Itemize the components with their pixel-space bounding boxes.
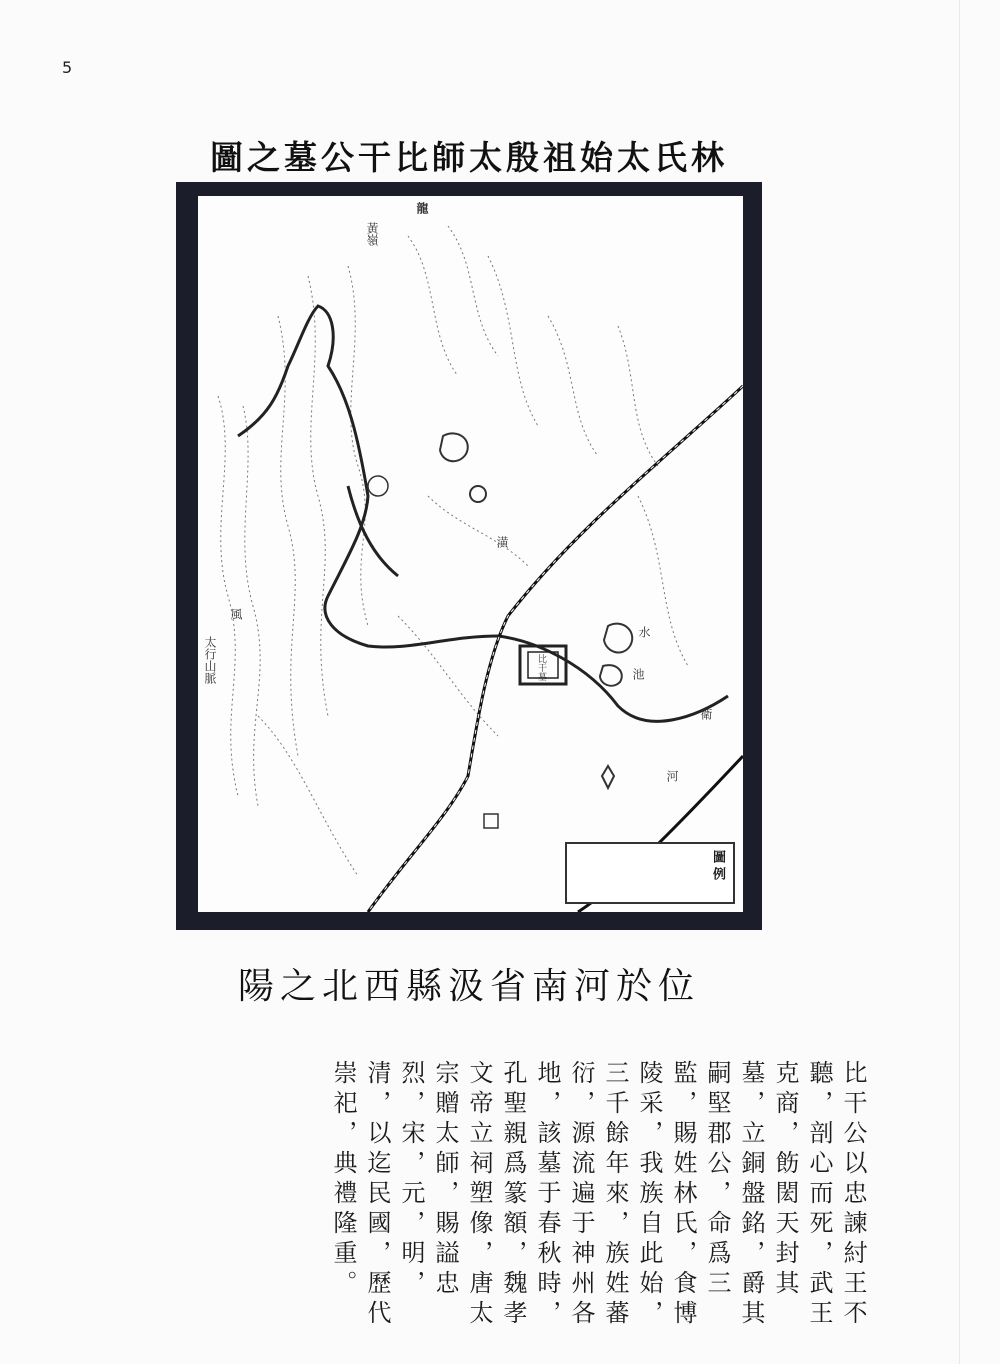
body-text <box>70 1060 870 1330</box>
map-area <box>198 196 743 912</box>
map-title: 圖之墓公干比師太殷祖始太氏林 <box>210 138 728 177</box>
map-label-long: 龍 <box>415 202 429 214</box>
map-label-feng: 風 <box>229 608 243 620</box>
map-label-taihang: 太行山脈 <box>203 636 217 684</box>
map-label-wei: 衛 <box>699 708 713 720</box>
map-label-huangling: 黃嶺 <box>365 222 379 246</box>
map-label-shui: 水 <box>637 626 651 638</box>
page-number: 5 <box>62 58 73 77</box>
page-binding-edge <box>959 0 960 1364</box>
map-label-he: 河 <box>665 770 679 782</box>
map-label-tomb: 比干墓 <box>536 654 546 681</box>
map-label-huang: 潢 <box>495 536 509 548</box>
map-caption: 陽之北西縣汲省南河於位 <box>237 966 700 1007</box>
legend-title: 圖例 <box>710 850 725 884</box>
body-paragraph: 比干公以忠諫紂王不聽，剖心而死，武王克商，飭閎天封其墓，立銅盤銘，爵其嗣堅郡公，命爲三監，賜姓林氏，食博陵采，我族自此始，三千餘年來，族姓蕃衍，源流遍于神州各地，該墓于春秋時，孔聖親爲篆額，魏孝文帝立祠塑像，唐太宗贈太師，賜謚忠烈，宋，元，明，清，以迄民國，歷代崇祀，典禮隆重。 <box>329 1060 867 1330</box>
map-drawing <box>198 196 743 912</box>
map-legend <box>565 842 735 904</box>
map-label-chi: 池 <box>631 668 645 680</box>
